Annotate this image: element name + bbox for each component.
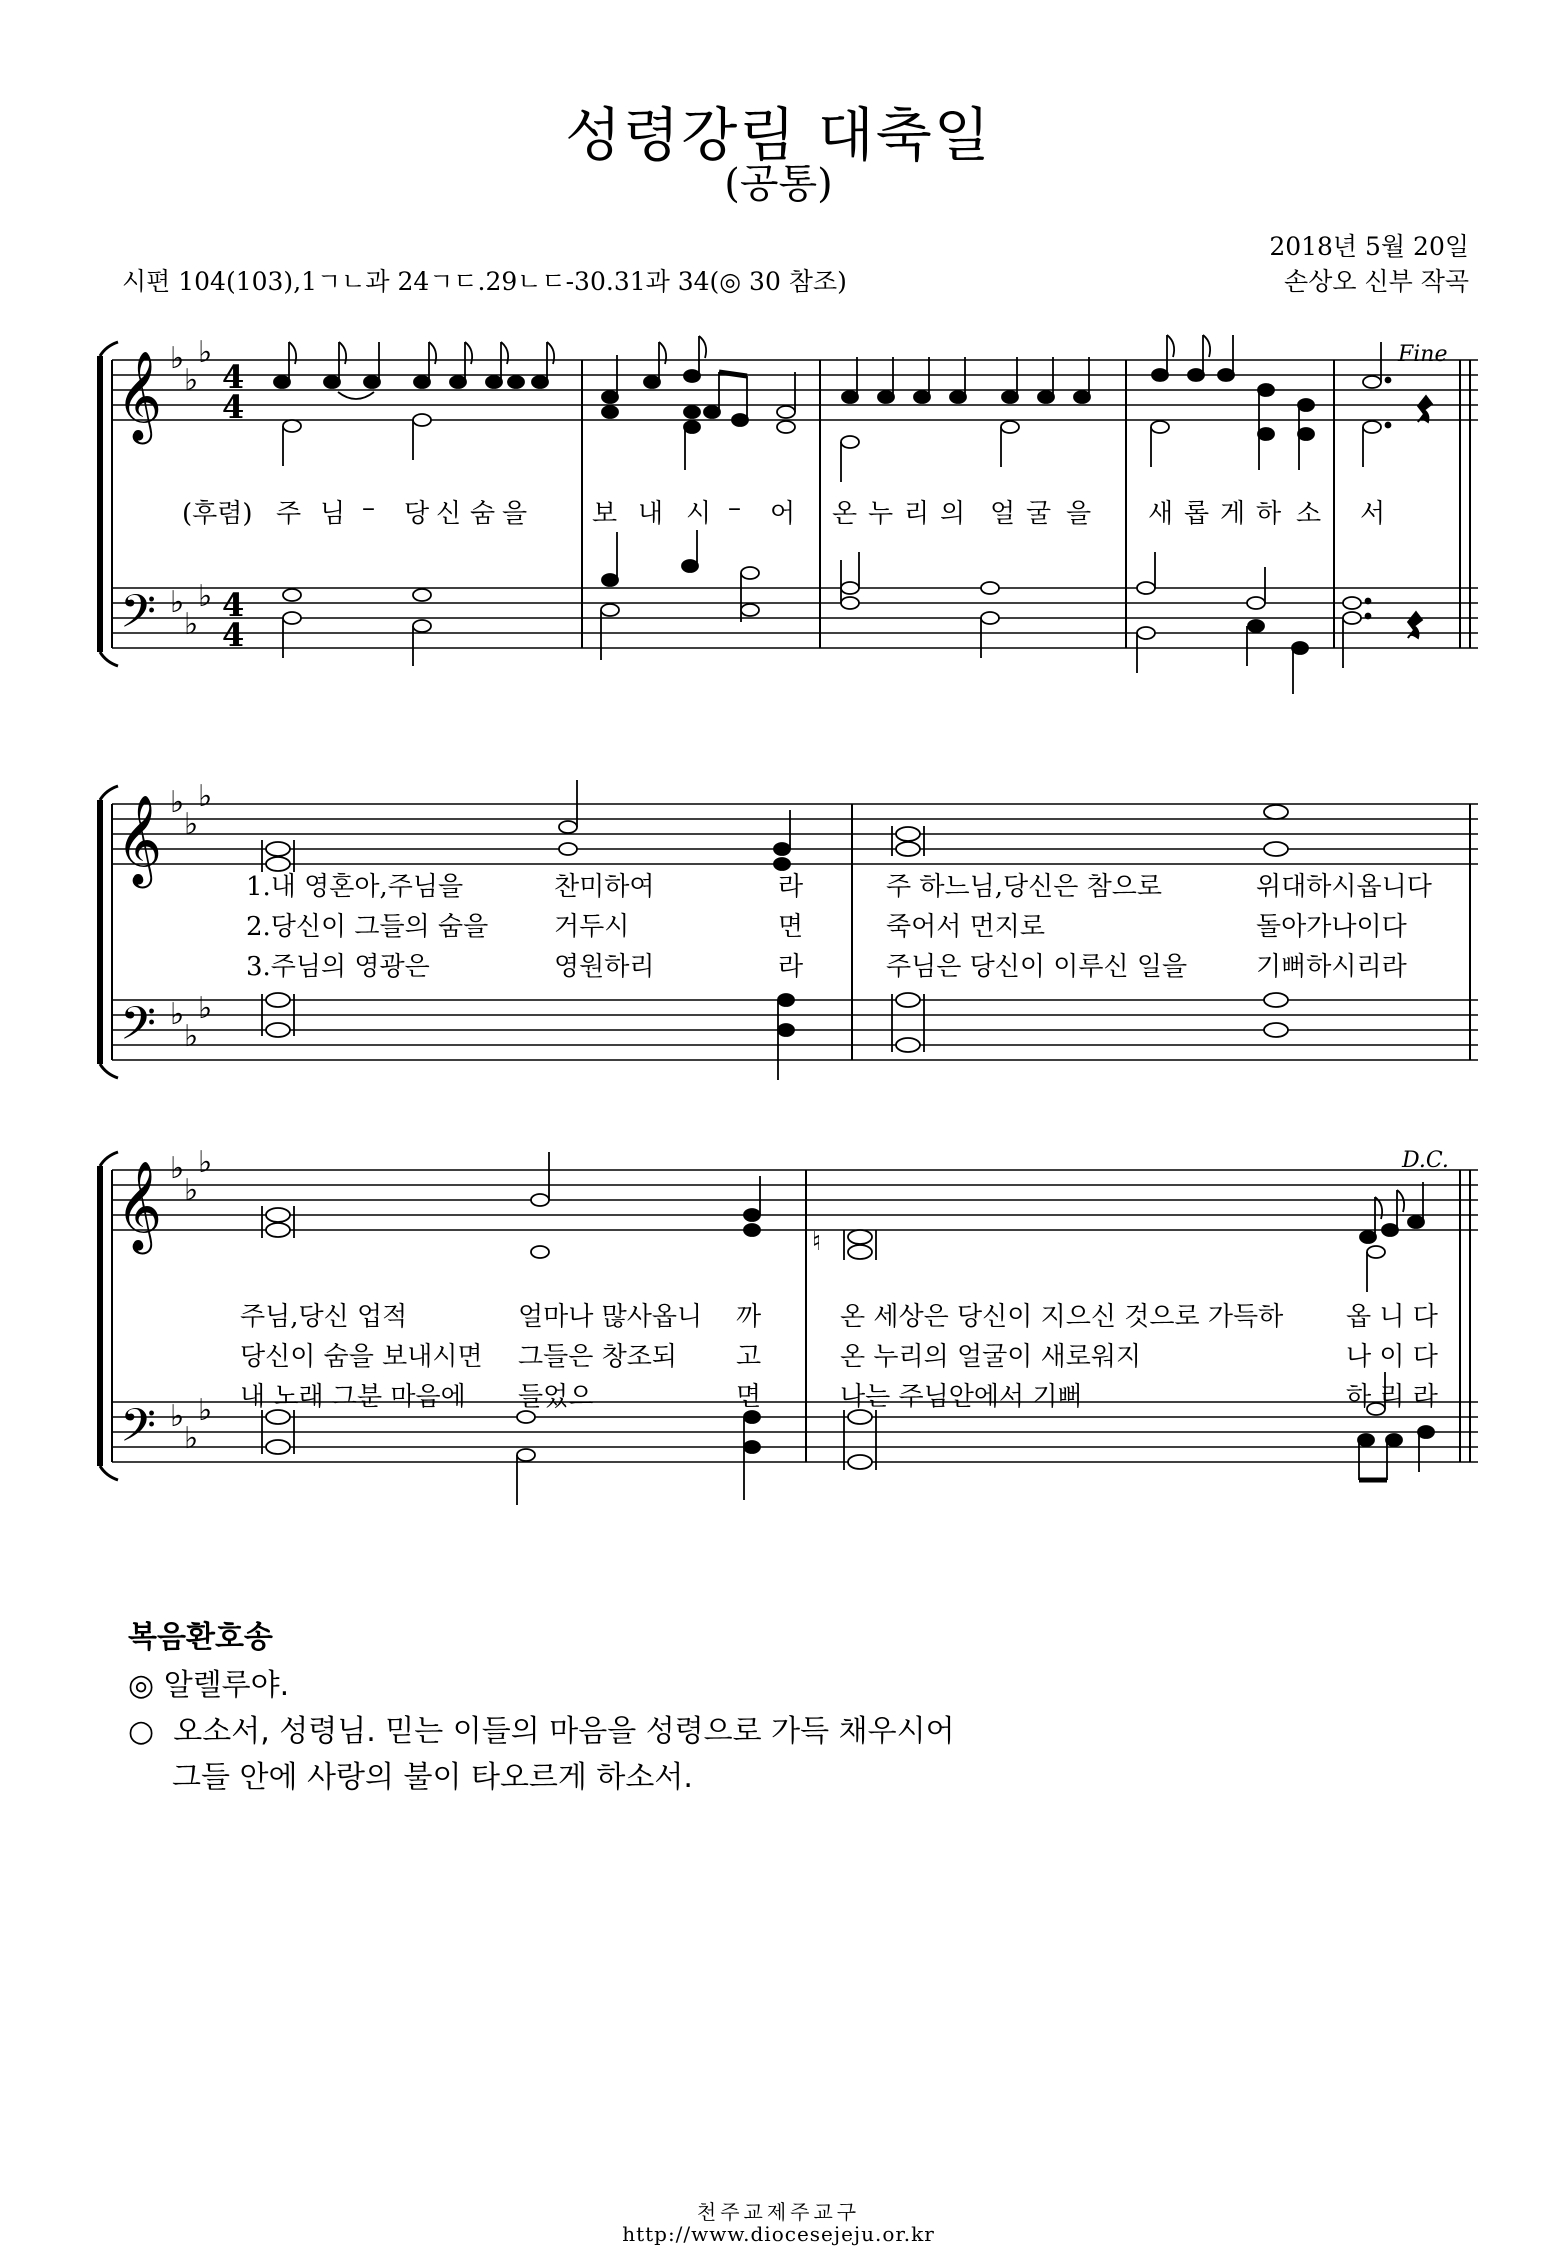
refrain-syllable: 을 [1066, 499, 1092, 529]
refrain-syllable: 누 [868, 499, 894, 529]
svg-text:♭: ♭ [198, 335, 213, 370]
verse-text: 온 누리의 얼굴이 새로워지 [840, 1342, 1142, 1372]
footer-url[interactable]: http://www.diocesejeju.or.kr [622, 2222, 935, 2246]
svg-text:♭: ♭ [170, 585, 185, 620]
refrain-syllable: 게 [1220, 499, 1246, 529]
svg-text:♭: ♭ [170, 997, 185, 1032]
dc-mark: D.C. [1402, 1148, 1449, 1173]
verse-text: 온 세상은 당신이 지으신 것으로 가득하 [840, 1302, 1284, 1332]
refrain-syllable: 의 [940, 499, 966, 529]
verse-text: 죽어서 먼지로 [886, 912, 1045, 942]
svg-text:♭: ♭ [170, 1399, 185, 1434]
refrain-syllable: 숨 [470, 499, 496, 529]
svg-text:4: 4 [222, 358, 245, 396]
refrain-syllable: 주 [276, 499, 302, 529]
psalm-reference: 시편 104(103),1ㄱㄴ과 24ㄱㄷ.29ㄴㄷ-30.31과 34(◎ 30 참조) [122, 267, 847, 296]
svg-text:♭: ♭ [198, 579, 213, 614]
treble-clef-icon: 𝄞 [116, 1161, 163, 1251]
composer: 손상오 신부 작곡 [1284, 267, 1469, 296]
refrain-syllable: 얼 [990, 499, 1016, 529]
verse-text: 주님,당신 업적 [240, 1302, 408, 1332]
page-title: 성령강림 대축일 [565, 101, 992, 169]
svg-text:4: 4 [222, 586, 245, 624]
refrain-syllable: – [728, 493, 741, 523]
verse-text: 기뻐하시리라 [1256, 952, 1407, 982]
svg-text:♭: ♭ [184, 1421, 199, 1456]
verse-text: 내 노래 그분 마음에 [240, 1382, 466, 1412]
bass-clef-icon: 𝄢 [120, 1399, 157, 1464]
verse-text: 찬미하여 [554, 872, 655, 902]
svg-text:♭: ♭ [170, 785, 185, 820]
verse-text: 면 [778, 912, 804, 942]
verse-text: 까 [736, 1302, 762, 1332]
svg-text:♭: ♭ [184, 807, 199, 842]
verse-text: 하 리 라 [1346, 1382, 1438, 1412]
refrain-syllable: 님 [320, 499, 346, 529]
verse-text: 나 이 다 [1346, 1342, 1438, 1372]
refrain-syllable: 어 [770, 499, 796, 529]
system1-bass-notes [283, 530, 1422, 694]
gospel-line-2: ○ 오소서, 성령님. 믿는 이들의 마음을 성령으로 가득 채우시어 [128, 1714, 955, 1749]
verse-text: 위대하시옵니다 [1256, 872, 1432, 902]
refrain-lyrics [276, 493, 1456, 527]
verse-text: 영원하리 [554, 952, 655, 982]
refrain-syllable: 을 [502, 499, 528, 529]
verse-text: 나는 주님안에서 기뻐 [840, 1382, 1083, 1412]
footer-org: 천주교제주교구 [696, 2200, 861, 2224]
refrain-syllable: 소 [1296, 499, 1322, 529]
svg-text:♭: ♭ [198, 779, 213, 814]
svg-text:4: 4 [222, 616, 245, 654]
refrain-syllable: 신 [436, 499, 462, 529]
system1-bass-staff [112, 588, 1478, 648]
page-subtitle: (공통) [724, 161, 833, 207]
treble-clef-icon: 𝄞 [116, 795, 163, 885]
system3-verses [0, 1296, 1557, 1412]
verse-text: 3.주님의 영광은 [246, 952, 430, 982]
gospel-line-1: ◎ 알렐루야. [128, 1668, 290, 1703]
refrain-syllable: 보 [592, 499, 618, 529]
verse-text: 라 [778, 872, 804, 902]
refrain-syllable: 굴 [1026, 499, 1052, 529]
refrain-syllable: 시 [686, 499, 712, 529]
svg-text:♭: ♭ [170, 1151, 185, 1186]
refrain-syllable: 롭 [1184, 499, 1210, 529]
fine-mark: Fine [1398, 342, 1448, 367]
svg-text:♭: ♭ [198, 1145, 213, 1180]
svg-text:♭: ♭ [184, 363, 199, 398]
refrain-syllable: 온 [832, 499, 858, 529]
system2-verses [0, 866, 1557, 982]
svg-text:♭: ♭ [198, 991, 213, 1026]
verse-text: 그들은 창조되 [518, 1342, 677, 1372]
refrain-syllable: 리 [904, 499, 930, 529]
verse-text: 옵 니 다 [1346, 1302, 1438, 1332]
verse-text: 주 하느님,당신은 참으로 [886, 872, 1162, 902]
bass-clef-icon: 𝄢 [120, 585, 157, 650]
date: 2018년 5월 20일 [1269, 232, 1469, 261]
verse-text: 고 [736, 1342, 762, 1372]
verse-text: 거두시 [554, 912, 630, 942]
refrain-syllable: 새 [1148, 499, 1174, 529]
verse-text: 1.내 영혼아,주님을 [246, 872, 464, 902]
gospel-line-3: 그들 안에 사랑의 불이 타오르게 하소서. [172, 1760, 693, 1795]
bass-clef-icon: 𝄢 [120, 997, 157, 1062]
refrain-syllable: – [362, 493, 375, 523]
svg-text:♭: ♭ [184, 607, 199, 642]
refrain-syllable: 내 [638, 499, 664, 529]
verse-text: 주님은 당신이 이루신 일을 [886, 952, 1188, 982]
svg-text:4: 4 [222, 388, 245, 426]
refrain-label: (후렴) [182, 499, 253, 529]
refrain-syllable: 하 [1256, 499, 1282, 529]
svg-text:♭: ♭ [198, 1393, 213, 1428]
verse-text: 2.당신이 그들의 숨을 [246, 912, 489, 942]
treble-clef-icon: 𝄞 [116, 351, 163, 441]
verse-text: 얼마나 많사옵니 [518, 1302, 703, 1332]
refrain-syllable: 당 [404, 499, 430, 529]
svg-text:♭: ♭ [184, 1173, 199, 1208]
refrain-syllable: 서 [1360, 499, 1386, 529]
system1-treble-notes [274, 335, 1432, 482]
gospel-heading: 복음환호송 [128, 1620, 273, 1655]
verse-text: 들었으 [518, 1382, 594, 1412]
verse-text: 당신이 숨을 보내시면 [240, 1342, 483, 1372]
system3-treble-staff [112, 1170, 1478, 1230]
verse-text: 라 [778, 952, 804, 982]
verse-text: 면 [736, 1382, 762, 1412]
svg-text:♭: ♭ [184, 1019, 199, 1054]
svg-text:♮: ♮ [812, 1227, 822, 1257]
verse-text: 돌아가나이다 [1256, 912, 1407, 942]
svg-text:♭: ♭ [170, 341, 185, 376]
